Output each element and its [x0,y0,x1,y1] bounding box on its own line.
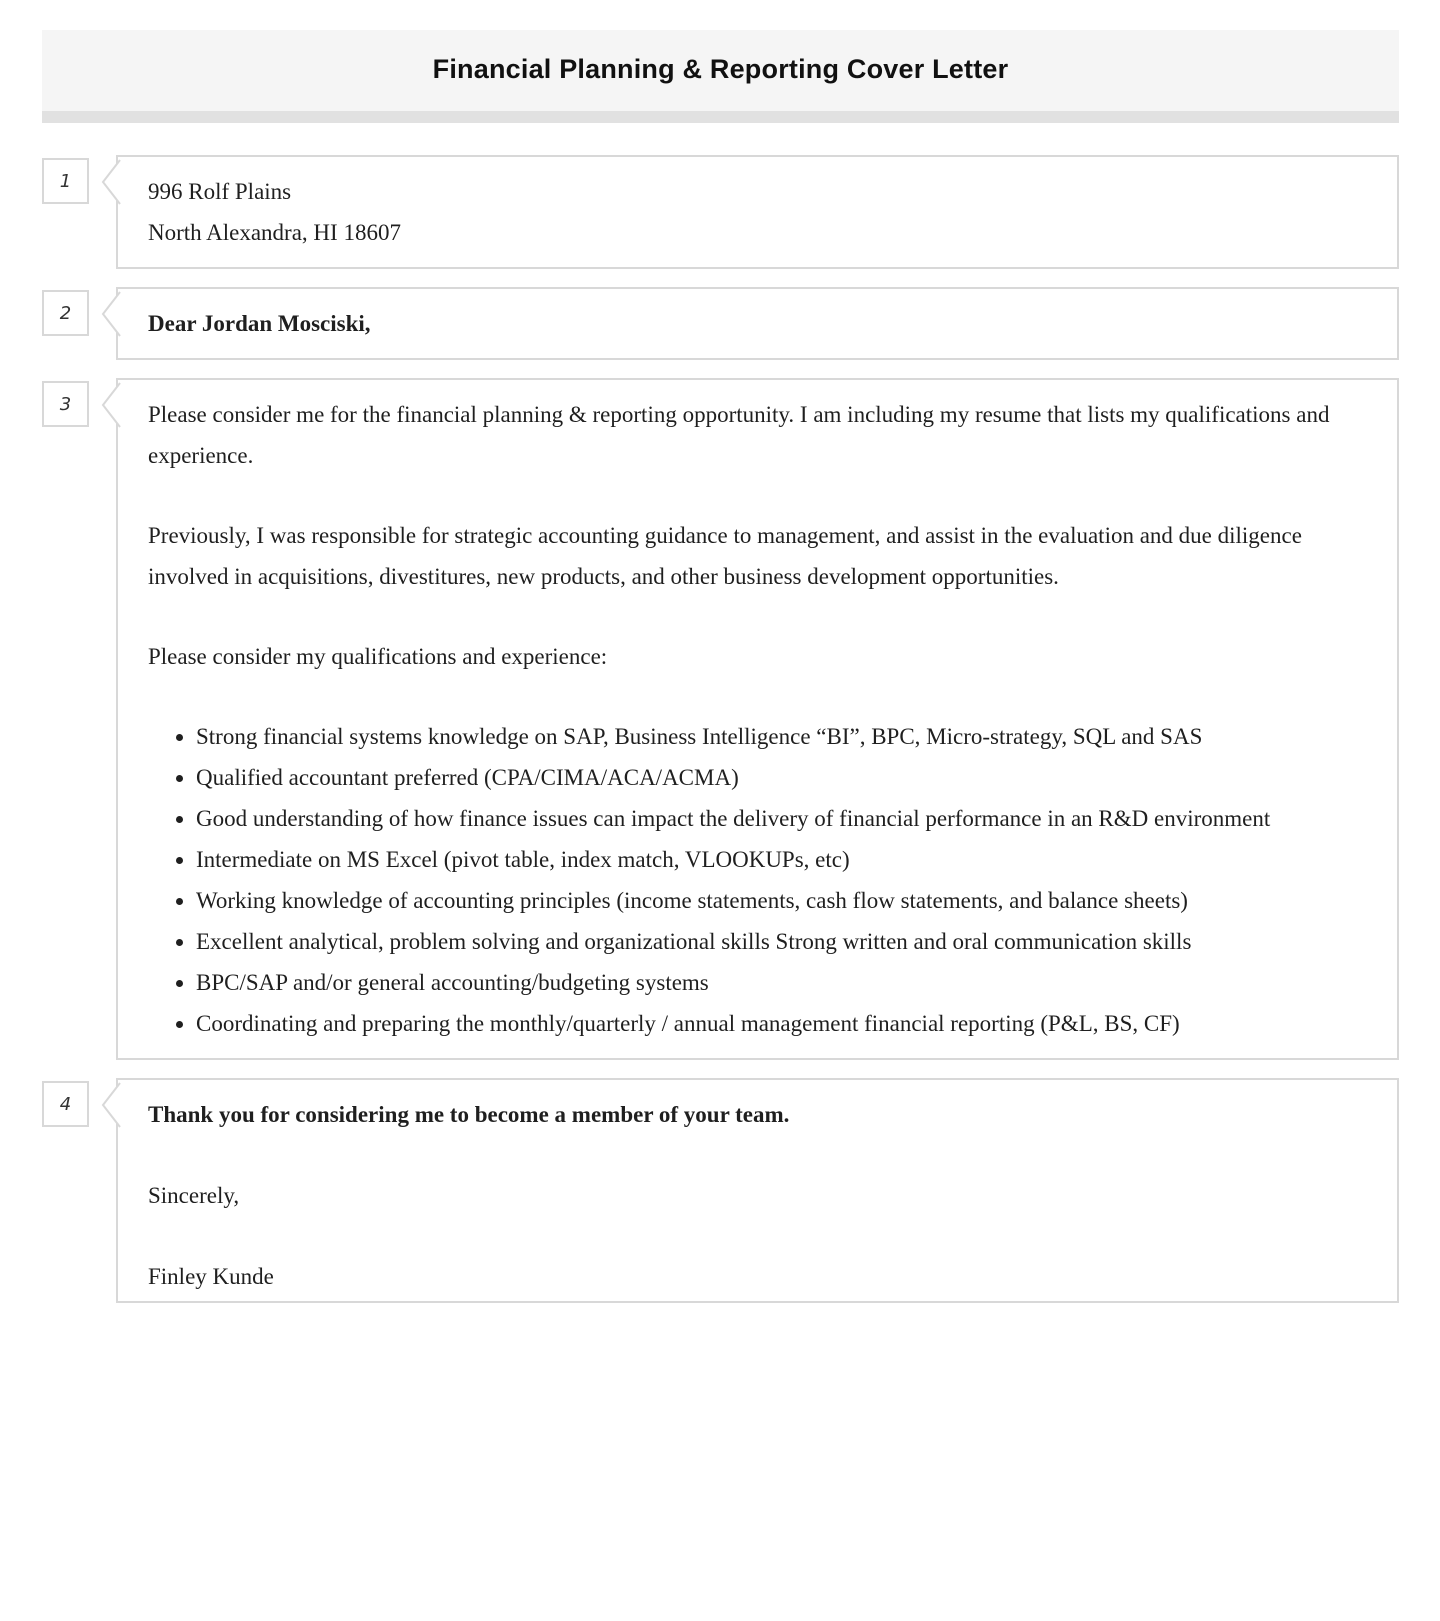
section-number-badge-2 [42,290,89,336]
document-header [42,30,1399,123]
section-number: 2 [59,302,72,324]
closing-bubble [116,1078,1399,1303]
body-paragraph-2: Previously, I was responsible for strategic accounting guidance to management, and assist in the evaluation and due diligence involved in acquisitions, divestitures, new products, and other business development opportunities. [148,523,1302,589]
body-paragraph-3: Please consider my qualifications and experience: [148,644,608,669]
section-number-badge-4 [42,1081,89,1127]
section-number-badge-1 [42,158,89,204]
qualification-item-6: • Excellent analytical, problem solving and organizational skills Strong written and oral communication skills [196,921,1367,962]
section-number-badge-3 [42,381,89,427]
section-salutation [42,287,1399,360]
bubble-tail-icon [100,291,121,337]
bubble-tail-icon [100,159,121,205]
body-paragraph-1: Please consider me for the financial planning & reporting opportunity. I am including my resume that lists my qualifications and experience. [148,402,1330,468]
qualifications-list [148,716,1367,1044]
sender-address-bubble [116,155,1399,269]
signature-text: Finley Kunde [148,1264,274,1289]
section-sender-address [42,155,1399,269]
header-accent-strip [42,111,1399,123]
address-line-2: North Alexandra, HI 18607 [148,220,401,245]
qualification-item-5: • Working knowledge of accounting principles (income statements, cash flow statements, and balance sheets) [196,880,1367,921]
salutation-text: Dear Jordan Mosciski, [148,311,371,336]
letter-sections [42,155,1399,1303]
section-number: 1 [59,170,72,192]
qualification-item-4: • Intermediate on MS Excel (pivot table, index match, VLOOKUPs, etc) [196,839,1367,880]
address-line-1: 996 Rolf Plains [148,179,292,204]
closing-text: Thank you for considering me to become a member of your team. [148,1102,790,1127]
qualification-item-8: • Coordinating and preparing the monthly/quarterly / annual management financial reporting (P&L, BS, CF) [196,1003,1367,1044]
qualification-item-3: • Good understanding of how finance issues can impact the delivery of financial performance in an R&D environment [196,798,1367,839]
qualification-item-1: • Strong financial systems knowledge on SAP, Business Intelligence “BI”, BPC, Micro-strategy, SQL and SAS [196,716,1367,757]
section-number: 4 [59,1093,72,1115]
section-number: 3 [59,393,72,415]
section-body [42,378,1399,1060]
bubble-tail-icon [100,1082,121,1128]
page-title: Financial Planning & Reporting Cover Letter [432,54,1009,84]
section-closing [42,1078,1399,1303]
qualification-item-2: • Qualified accountant preferred (CPA/CIMA/ACA/ACMA) [196,757,1367,798]
salutation-bubble [116,287,1399,360]
body-bubble [116,378,1399,1060]
header-title-band [42,30,1399,111]
qualification-item-7: • BPC/SAP and/or general accounting/budgeting systems [196,962,1367,1003]
signoff-text: Sincerely, [148,1183,240,1208]
bubble-tail-icon [100,382,121,428]
